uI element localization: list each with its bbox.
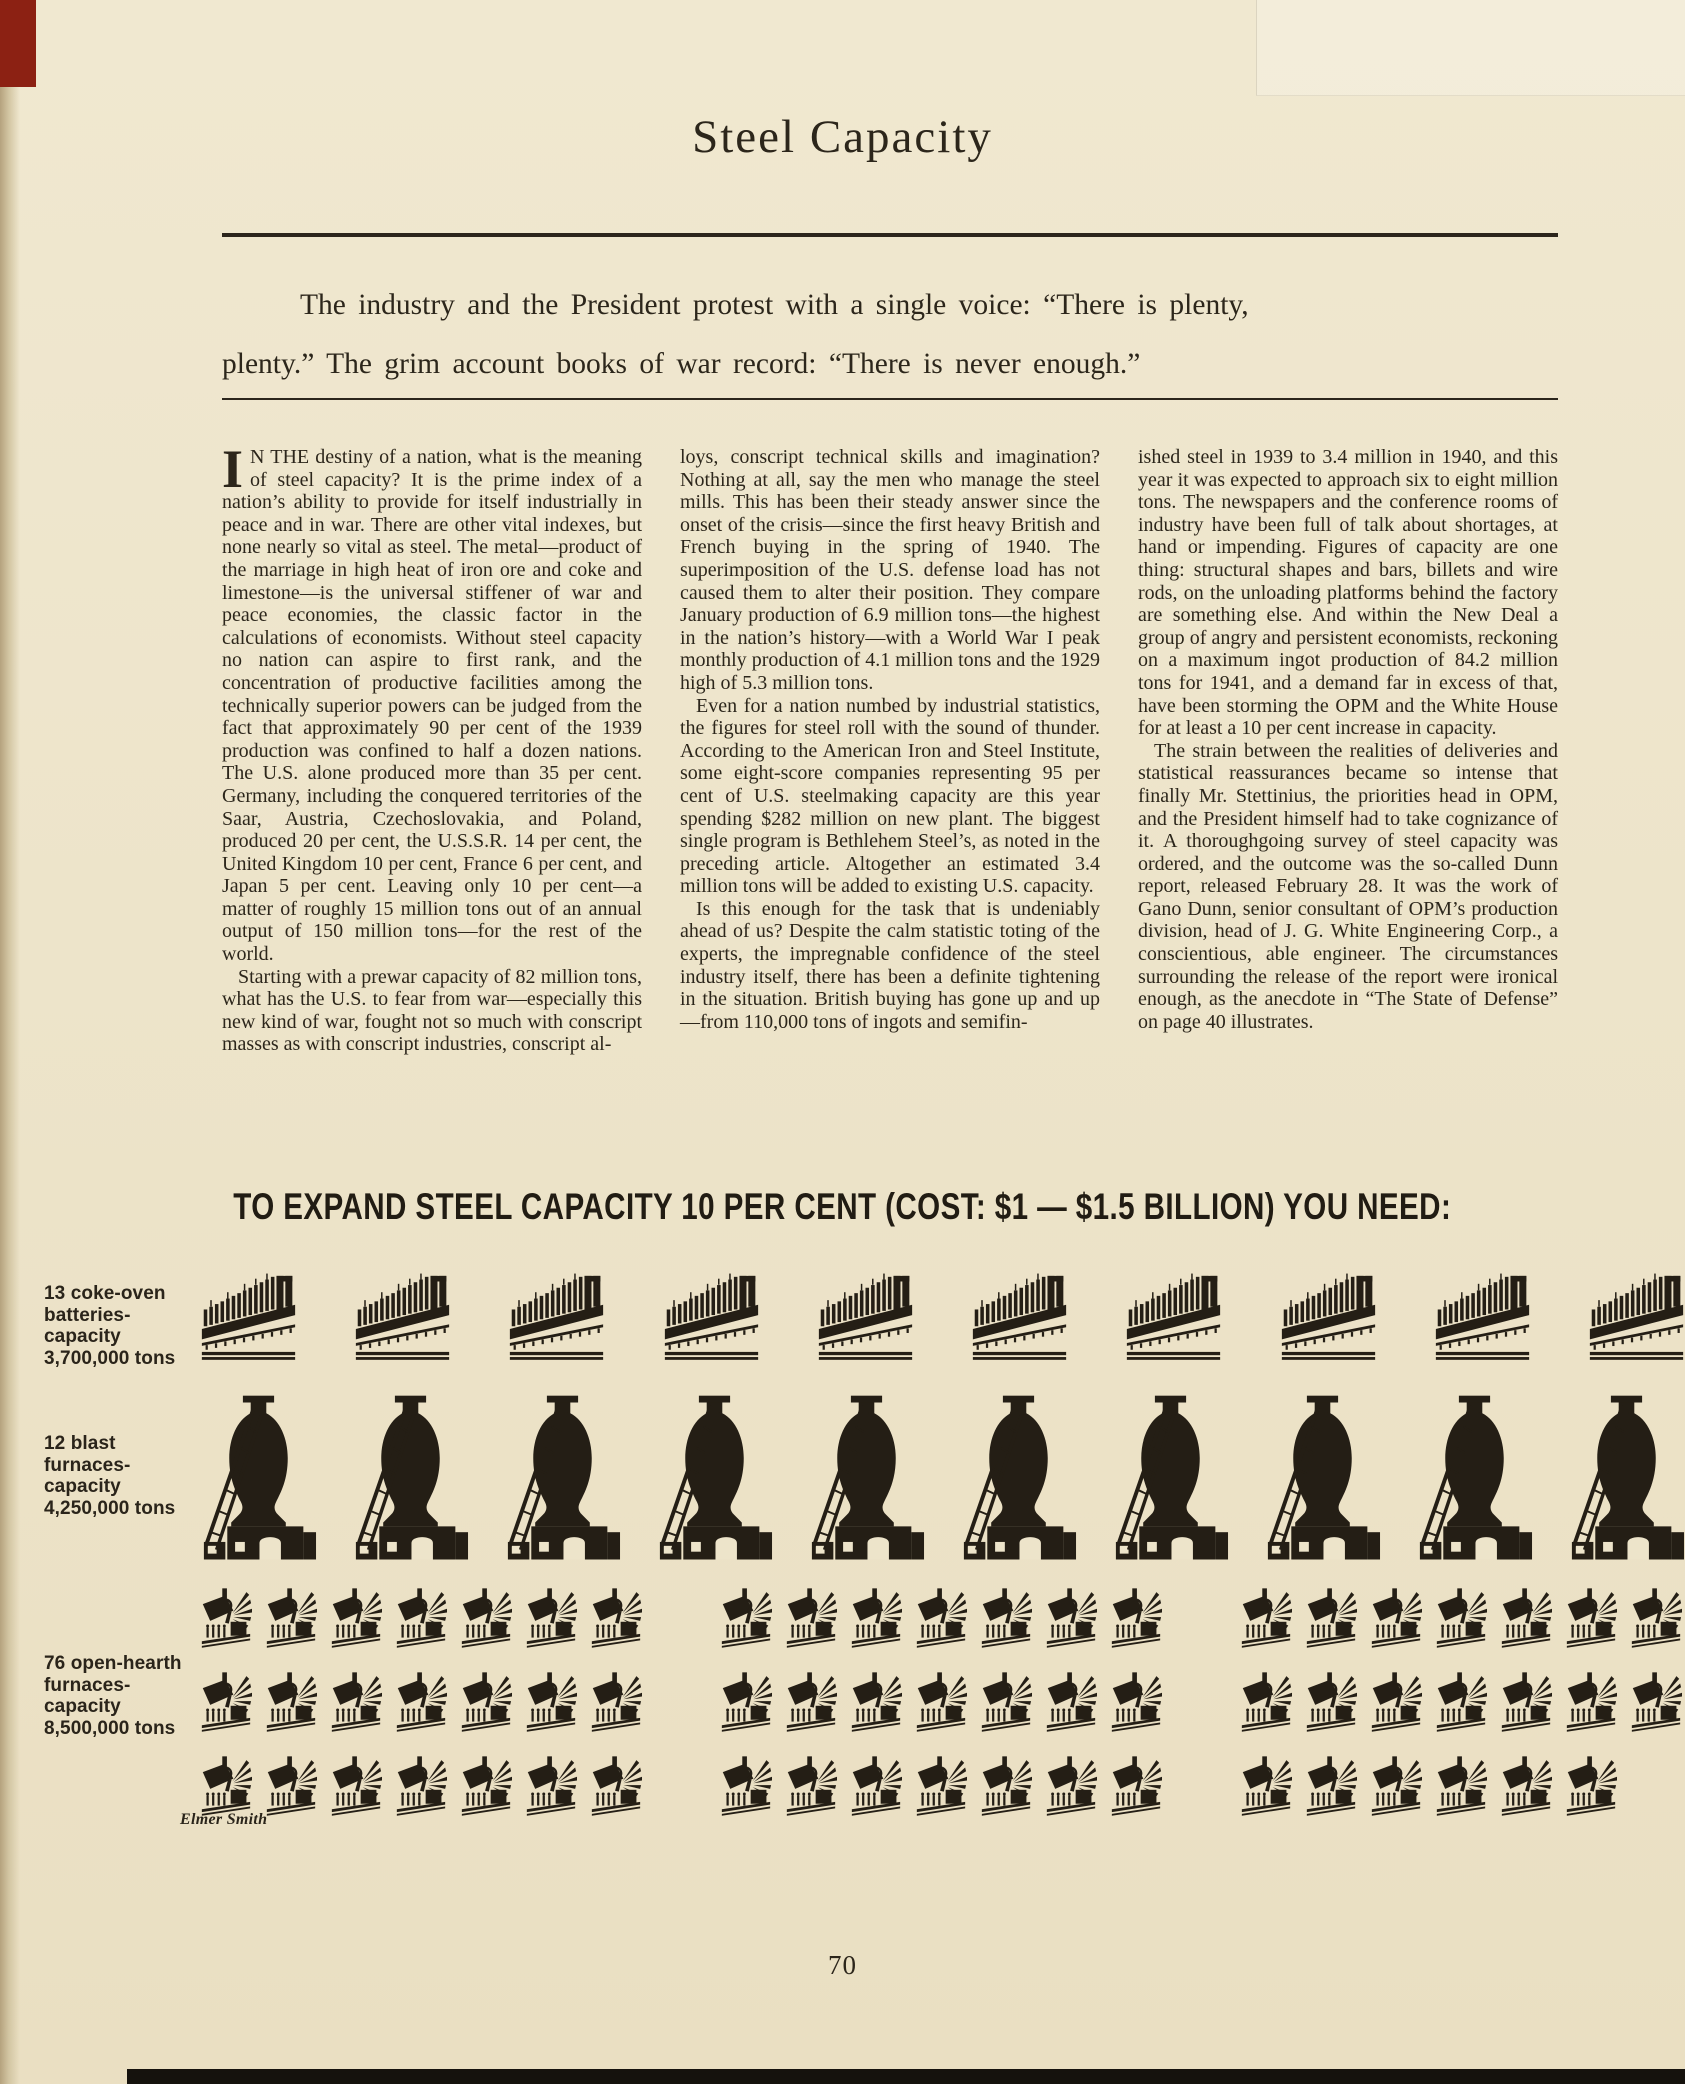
title-rule (222, 233, 1558, 237)
row-label-line: 4,250,000 tons (44, 1497, 176, 1519)
coke-oven-icon-row (200, 1268, 1685, 1364)
open-hearth-furnace-icon (1045, 1755, 1097, 1819)
open-hearth-furnace-icon (1630, 1671, 1682, 1735)
paragraph (222, 439, 642, 966)
open-hearth-furnace-icon (785, 1671, 837, 1735)
open-hearth-icon-row (200, 1587, 1685, 1839)
pictograph-icon-group (1240, 1587, 1682, 1651)
open-hearth-furnace-icon (980, 1587, 1032, 1651)
pictograph-headline (0, 1186, 1685, 1228)
open-hearth-furnace-icon (1305, 1587, 1357, 1651)
pictograph-icon-group (200, 1395, 1685, 1567)
open-hearth-furnace-icon (590, 1671, 642, 1735)
open-hearth-furnace-icon (1110, 1671, 1162, 1735)
artist-credit: Elmer Smith (180, 1811, 268, 1828)
coke-oven-battery-icon (508, 1268, 605, 1364)
blast-furnace-icon (352, 1395, 469, 1567)
open-hearth-furnace-icon (720, 1755, 772, 1819)
open-hearth-furnace-icon (1435, 1587, 1487, 1651)
blast-furnace-icon (1112, 1395, 1229, 1567)
pictograph-icon-group (1240, 1755, 1617, 1819)
open-hearth-furnace-icon (1110, 1587, 1162, 1651)
paragraph: The strain between the realities of deliveries and statistical reassurances became so intense that finally Mr. Stettinius, the priorities head in OPM, and the President himself had to take cognizance of it. A thoroughgoing survey of steel capacity was ordered, and the outcome was the so-called Dunn report, released February 28. It was the work of Gano Dunn, senior consultant of OPM’s production division, head of J. G. White Engineering Corp., a conscientious, able engineer. The circumstances surrounding the release of the report were ironical enough, as the anecdote in “The State of Defense” on page 40 illustrates. (1138, 739, 1558, 1033)
page-bottom-edge (127, 2069, 1685, 2084)
open-hearth-furnace-icon (460, 1587, 512, 1651)
drop-cap: I (222, 439, 244, 499)
coke-oven-battery-icon (1588, 1268, 1685, 1364)
page-number: 70 (828, 1950, 857, 1980)
open-hearth-row-label (44, 1653, 182, 1739)
coke-oven-battery-icon (1125, 1268, 1222, 1364)
blast-furnace-icon (1416, 1395, 1533, 1567)
open-hearth-furnace-icon (850, 1671, 902, 1735)
open-hearth-furnace-icon (395, 1671, 447, 1735)
blast-furnace-icon (200, 1395, 317, 1567)
row-label-line: 12 blast (44, 1433, 116, 1454)
article-column-3 (1138, 446, 1558, 1056)
article-body (222, 439, 1558, 1056)
coke-oven-battery-icon (1280, 1268, 1377, 1364)
open-hearth-furnace-icon (1370, 1671, 1422, 1735)
coke-oven-battery-icon (817, 1268, 914, 1364)
open-hearth-furnace-icon (1565, 1755, 1617, 1819)
blast-furnace-icon (1264, 1395, 1381, 1567)
open-hearth-furnace-icon (1500, 1671, 1552, 1735)
paragraph-text: N THE destiny of a nation, what is the meaning of steel capacity? It is the prime index of a nation’s ability to provide for itself industrially in peace and in war. There are other vital indexes, but none nearly so vital as steel. The metal—product of the marriage in high heat of iron ore and coke and limestone—is the universal stiffener of war and peace economies, the classic factor in the calculations of economists. Without steel capacity no nation can aspire to first rank, and the concentration of productive facilities among the technically superior powers can be judged from the fact that approximately 90 per cent of the 1939 production was confined to half a dozen nations. The U.S. alone produced more than 35 per cent. Germany, including the conquered territories of the Saar, Austria, Czechoslovakia, and Poland, produced 20 per cent, the U.S.S.R. 14 per cent, the United Kingdom 10 per cent, France 6 per cent, and Japan 5 per cent. Leaving only 10 per cent—a matter of roughly 15 million tons out of an annual output of 150 million tons—for the rest of the world. (222, 446, 642, 966)
pictograph-icon-group (1240, 1671, 1682, 1735)
row-label-line: capacity (44, 1696, 121, 1717)
open-hearth-furnace-icon (1305, 1755, 1357, 1819)
open-hearth-furnace-icon (1240, 1755, 1292, 1819)
open-hearth-furnace-icon (330, 1587, 382, 1651)
open-hearth-furnace-icon (1435, 1755, 1487, 1819)
pictograph-icon-line (200, 1268, 1685, 1364)
pictograph-icon-group (200, 1671, 642, 1735)
open-hearth-furnace-icon (850, 1587, 902, 1651)
row-label-line: 3,700,000 tons (44, 1347, 176, 1369)
open-hearth-furnace-icon (330, 1755, 382, 1819)
open-hearth-furnace-icon (1370, 1587, 1422, 1651)
open-hearth-furnace-icon (980, 1671, 1032, 1735)
pictograph-icon-line (200, 1587, 1685, 1651)
open-hearth-furnace-icon (1305, 1671, 1357, 1735)
coke-oven-battery-icon (200, 1268, 297, 1364)
pictograph-chart (0, 1255, 1685, 1915)
pictograph-icon-group (200, 1268, 1685, 1364)
article-column-1 (222, 439, 642, 1056)
open-hearth-furnace-icon (1630, 1587, 1682, 1651)
row-label-line: 13 coke-oven (44, 1283, 166, 1304)
coke-oven-battery-icon (354, 1268, 451, 1364)
open-hearth-furnace-icon (915, 1587, 967, 1651)
blast-furnace-icon (504, 1395, 621, 1567)
blast-furnace-row-label (44, 1433, 175, 1519)
open-hearth-furnace-icon (525, 1671, 577, 1735)
pictograph-icon-line (200, 1671, 1685, 1735)
open-hearth-furnace-icon (395, 1755, 447, 1819)
open-hearth-furnace-icon (265, 1587, 317, 1651)
open-hearth-furnace-icon (1240, 1671, 1292, 1735)
open-hearth-furnace-icon (1045, 1671, 1097, 1735)
blast-furnace-icon (656, 1395, 773, 1567)
paragraph: Even for a nation numbed by industrial statistics, the figures for steel roll with the sound of thunder. According to the American Iron and Steel Institute, some eight-score companies representing 95 per cent of U.S. steelmaking capacity are this year spending $282 million on new plant. The biggest single program is Bethlehem Steel’s, as noted in the preceding article. Altogether an estimated 3.4 million tons will be added to existing U.S. capacity. (680, 694, 1100, 898)
open-hearth-furnace-icon (395, 1587, 447, 1651)
open-hearth-furnace-icon (980, 1755, 1032, 1819)
paragraph: Starting with a prewar capacity of 82 million tons, what has the U.S. to fear from war—especially this new kind of war, fought not so much with conscript masses as with conscript industries, conscript al- (222, 965, 642, 1056)
pictograph-icon-group (720, 1587, 1162, 1651)
open-hearth-furnace-icon (525, 1587, 577, 1651)
open-hearth-furnace-icon (460, 1755, 512, 1819)
blast-furnace-icon-row (200, 1395, 1685, 1567)
deck-rule (222, 398, 1558, 400)
open-hearth-furnace-icon (720, 1671, 772, 1735)
row-label-line: capacity (44, 1476, 121, 1497)
open-hearth-furnace-icon (1370, 1755, 1422, 1819)
open-hearth-furnace-icon (1110, 1755, 1162, 1819)
open-hearth-furnace-icon (330, 1671, 382, 1735)
paragraph: loys, conscript technical skills and imagination? Nothing at all, say the men who manage the steel mills. This has been their steady answer since the onset of the crisis—since the first heavy British and French buying in the spring of 1940. The superimposition of the U.S. defense load has not caused them to alter their position. They compare January production of 6.9 million tons—the highest in the nation’s history—with a World War I peak monthly production of 4.1 million tons and the 1929 high of 5.3 million tons. (680, 446, 1100, 694)
paragraph: ished steel in 1939 to 3.4 million in 1940, and this year it was expected to approach six to eight million tons. The newspapers and the conference rooms of industry have been full of talk about shortages, at hand or impending. Figures of capacity are one thing: structural shapes and bars, billets and wire rods, on the unloading platforms behind the factory are something else. And within the New Deal a group of angry and persistent economists, reckoning on a maximum ingot production of 84.2 million tons for 1941, and a demand far in excess of that, have been storming the OPM and the White House for at least a 10 per cent increase in capacity. (1138, 446, 1558, 740)
open-hearth-furnace-icon (1045, 1587, 1097, 1651)
row-label-line: capacity (44, 1326, 121, 1347)
pictograph-headline-text: TO EXPAND STEEL CAPACITY 10 PER CENT (COST: $1 — $1.5 BILLION) YOU NEED: (233, 1186, 1452, 1227)
open-hearth-furnace-icon (525, 1755, 577, 1819)
deck-line-2: plenty.” The grim account books of war record: “There is never enough.” (222, 348, 1141, 380)
pictograph-icon-line (200, 1755, 1685, 1819)
coke-oven-battery-icon (971, 1268, 1068, 1364)
open-hearth-furnace-icon (915, 1671, 967, 1735)
open-hearth-furnace-icon (1565, 1587, 1617, 1651)
blast-furnace-icon (960, 1395, 1077, 1567)
coke-oven-row-label (44, 1283, 175, 1369)
coke-oven-battery-icon (663, 1268, 760, 1364)
open-hearth-furnace-icon (265, 1671, 317, 1735)
pictograph-icon-line (200, 1395, 1685, 1567)
open-hearth-furnace-icon (1240, 1587, 1292, 1651)
page-top-right-edge (1256, 0, 1685, 96)
open-hearth-furnace-icon (850, 1755, 902, 1819)
blast-furnace-icon (808, 1395, 925, 1567)
row-label-line: 76 open-hearth (44, 1653, 182, 1674)
open-hearth-furnace-icon (590, 1587, 642, 1651)
open-hearth-furnace-icon (1435, 1671, 1487, 1735)
row-label-line: furnaces- (44, 1454, 131, 1476)
open-hearth-furnace-icon (265, 1755, 317, 1819)
deck-paragraph (222, 276, 1480, 394)
row-label-line: batteries- (44, 1304, 131, 1326)
page-title: Steel Capacity (692, 111, 993, 163)
open-hearth-furnace-icon (1500, 1755, 1552, 1819)
open-hearth-furnace-icon (785, 1587, 837, 1651)
pictograph-icon-group (720, 1671, 1162, 1735)
open-hearth-furnace-icon (200, 1587, 252, 1651)
open-hearth-furnace-icon (915, 1755, 967, 1819)
open-hearth-furnace-icon (200, 1671, 252, 1735)
pictograph-icon-group (200, 1755, 642, 1819)
open-hearth-furnace-icon (1565, 1671, 1617, 1735)
open-hearth-furnace-icon (460, 1671, 512, 1735)
blast-furnace-icon (1568, 1395, 1685, 1567)
open-hearth-furnace-icon (590, 1755, 642, 1819)
open-hearth-furnace-icon (1500, 1587, 1552, 1651)
open-hearth-furnace-icon (720, 1587, 772, 1651)
coke-oven-battery-icon (1434, 1268, 1531, 1364)
pictograph-icon-group (200, 1587, 642, 1651)
row-label-line: furnaces- (44, 1674, 131, 1696)
red-corner-bleed (0, 0, 36, 87)
pictograph-icon-group (720, 1755, 1162, 1819)
article-column-2 (680, 446, 1100, 1056)
deck-line-1: The industry and the President protest with a single voice: “There is plenty, (300, 289, 1249, 321)
paragraph: Is this enough for the task that is undeniably ahead of us? Despite the calm statistic toting of the experts, the impregnable confidence of the steel industry itself, there has been a definite tightening in the situation. British buying has gone up and up—from 110,000 tons of ingots and semifin- (680, 897, 1100, 1033)
row-label-line: 8,500,000 tons (44, 1717, 176, 1739)
open-hearth-furnace-icon (785, 1755, 837, 1819)
open-hearth-furnace-icon (200, 1755, 252, 1819)
